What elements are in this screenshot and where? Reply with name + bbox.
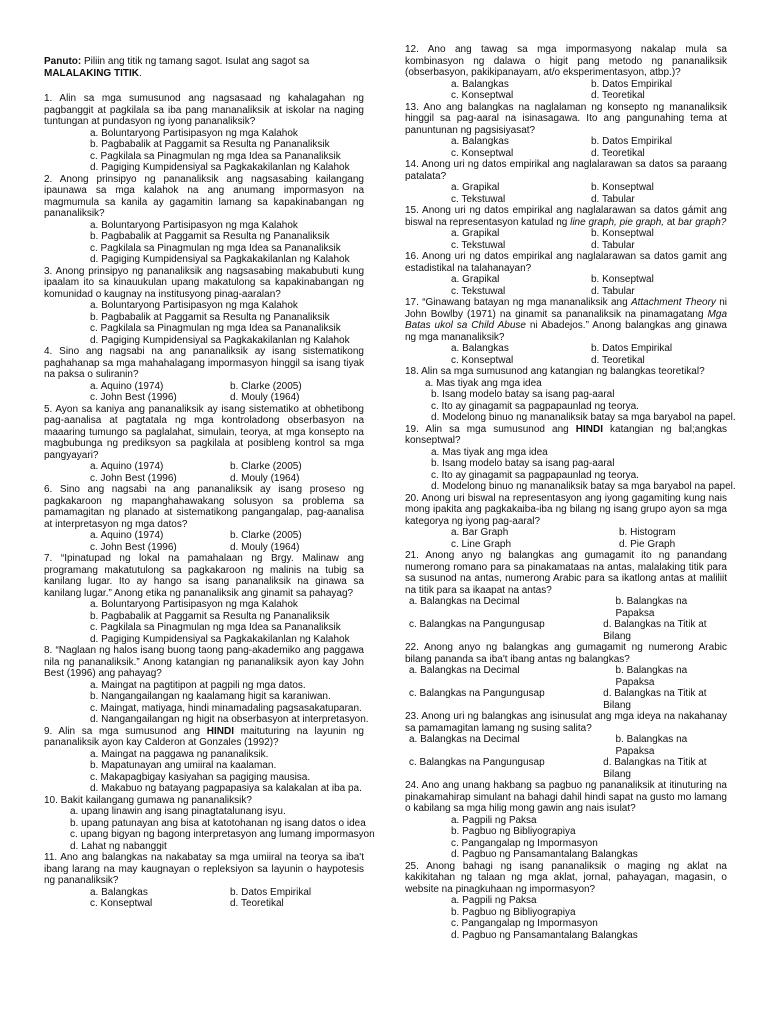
options-row-cd — [405, 688, 727, 711]
option-b: b. Balangkas na Papaksa — [615, 665, 688, 688]
options-row-ab — [405, 182, 727, 194]
option-a: a. Grapikal — [451, 274, 500, 285]
option-d: d. Nangangailangan ng higit na obserbasyon at interpretasyon. — [90, 714, 369, 725]
question-24 — [405, 780, 727, 861]
question-text: 14. Anong uri ng datos empirikal ang naglalarawan sa datos sa paraang patalata? — [405, 159, 727, 182]
options-row-ab — [405, 228, 727, 240]
option-c: c. John Best (1996) — [90, 541, 177, 553]
option-b: b. Isang modelo batay sa isang pag-aaral — [431, 458, 615, 469]
left-column — [44, 44, 375, 910]
question-text: 6. Sino ang nagsabi na ang pananaliksik ay isang proseso ng pagkakaroon ng mapanghahawakang solusyon sa problema sa pamamagitan ng planado at sistematikong pangangalap, pag-aanalisa at interpretasyon ng mga datos? — [44, 484, 364, 530]
question-text: 10. Bakit kailangang gumawa ng pananaliksik? — [44, 794, 252, 806]
option-c: c. Balangkas na Pangungusap — [409, 619, 545, 630]
options-row-cd — [405, 194, 727, 206]
question-1 — [44, 93, 364, 174]
question-10 — [44, 794, 375, 853]
option-b: b. Konseptwal — [591, 228, 654, 239]
question-text-italic-2: Mga Batas ukol sa Child Abuse — [405, 308, 727, 331]
question-4 — [44, 346, 364, 404]
question-text: 2. Anong prinsipyo ng pananaliksik ang nagsasabing kailangang ipaunawa sa mga kalahok na ang anumang impormasyon na magmumula sa kanila ay gagamitin lamang sa kapakinabangan ng pananaliksik? — [44, 173, 364, 219]
question-text-pre: 17. “Ginawang batayan ng mga mananaliksik ang — [405, 297, 631, 308]
option-b: b. Datos Empirikal — [591, 78, 673, 90]
option-a: a. Maingat na paggawa ng pananaliksik. — [90, 748, 269, 760]
options-row-ab — [405, 527, 727, 539]
question-text-post: ni Abadejos.” Anong balangkas ang ginawa ng mga mananaliksik? — [405, 320, 727, 343]
option-a: a. Balangkas na Decimal — [409, 596, 520, 607]
options-row-cd — [44, 898, 364, 910]
options-row-ab — [405, 274, 727, 286]
question-text-mid: at — [664, 216, 678, 228]
option-c: c. Tekstuwal — [451, 193, 506, 205]
question-text: 23. Anong uri ng balangkas ang isinusulat ang mga ideya na nakahanay sa pamamagitan lamang ng susing salita? — [405, 711, 727, 734]
option-d: d. Pie Graph — [619, 538, 676, 550]
options-row-ab — [44, 530, 364, 542]
question-text: 12. Ano ang tawag sa mga impormasyong nakalap mula sa kombinasyon ng dalawa o higit pang metodo ng pananaliksik (obserbasyon, pakikipanayam, at/o eksperimentasyon, atbp.)? — [405, 44, 727, 78]
question-text: 8. “Naglaan ng halos isang buong taong pang-akademiko ang paggawa nila ng pananaliksik.” Anong katangian ng pananaliksik ayon kay John Best (1996) ang pahayag? — [44, 645, 364, 679]
question-2 — [44, 174, 364, 266]
option-c: c. Konseptwal — [451, 90, 514, 101]
question-text: 20. Anong uri biswal na representasyon ang iyong gagamiting kung nais mong ipakita ang pagkakaiba-iba ng bilang ng isang grupo ayon sa mga kategorya ng iyong pag-aaral? — [405, 492, 727, 527]
question-text: 11. Ano ang balangkas na nakabatay sa mga umiiral na teorya sa iba't ibang larang na may kaugnayan o repleksiyon sa layunin o haypotesis ng pananaliksik? — [44, 852, 364, 886]
option-c: c. Pagkilala sa Pinagmulan ng mga Idea sa Pananaliksik — [90, 150, 341, 162]
options-row-cd — [405, 286, 727, 298]
instructions-end: . — [139, 67, 142, 79]
question-text — [405, 424, 727, 447]
question-text: 24. Ano ang unang hakbang sa pagbuo ng pananaliksik at itinuturing na pinakamahirap simulant na bahagi dahil hindi sapat na gusto mo lamang o kabilang sa mga hilig mong gawin ang nais isulat? — [405, 780, 727, 814]
option-a: a. Mas tiyak ang mga idea — [431, 446, 548, 458]
question-21 — [405, 550, 727, 642]
option-c: c. Maingat, matiyaga, hindi minamadaling pagsasakatuparan. — [90, 702, 362, 714]
question-11 — [44, 852, 364, 910]
option-c: c. Pagkilala sa Pinagmulan ng mga Idea sa Pananaliksik — [90, 242, 341, 254]
options-row-cd — [405, 757, 727, 780]
question-3 — [44, 266, 364, 347]
option-a: a. Aquino (1974) — [90, 530, 164, 541]
question-text-italic: line graph, pie graph, — [570, 216, 665, 228]
question-text — [44, 726, 364, 749]
option-d: d. Pagiging Kumpidensiyal sa Pagkakakilanlan ng Kalahok — [90, 334, 350, 346]
right-column — [405, 44, 736, 941]
question-18 — [405, 366, 736, 424]
option-d: d. Tabular — [591, 285, 635, 297]
options-row-ab — [405, 79, 727, 91]
option-a: a. Boluntaryong Partisipasyon ng mga Kalahok — [90, 219, 298, 231]
option-c: c. Balangkas na Pangungusap — [409, 757, 545, 768]
question-14 — [405, 159, 727, 205]
option-b: b. Datos Empirikal — [230, 886, 312, 898]
options-row-cd — [405, 240, 727, 252]
options-row-cd — [44, 542, 364, 554]
question-5 — [44, 404, 364, 485]
question-text: 16. Anong uri ng datos empirikal ang naglalarawan sa datos gamit ang estadistikal na talahanayan? — [405, 251, 727, 274]
question-20 — [405, 493, 727, 551]
option-b: b. Pagbabalik at Paggamit sa Resulta ng Pananaliksik — [90, 311, 330, 323]
option-b: b. Pagbabalik at Paggamit sa Resulta ng Pananaliksik — [90, 139, 330, 150]
question-text: 25. Anong bahagi ng isang pananaliksik o maging ng aklat na kakikitahan ng talaan ng mga aklat, jornal, pahayagan, magasin, o website na pinagkuhaan ng impormasyon? — [405, 860, 727, 895]
options-row-cd — [44, 473, 364, 485]
option-a: a. Boluntaryong Partisipasyon ng mga Kalahok — [90, 127, 298, 139]
options-row-ab — [44, 381, 364, 393]
option-b: b. Isang modelo batay sa isang pag-aaral — [431, 389, 615, 400]
option-c: c. John Best (1996) — [90, 392, 177, 403]
option-c: c. Konseptwal — [451, 147, 514, 159]
question-17 — [405, 297, 727, 366]
question-8 — [44, 645, 369, 726]
question-text: 22. Anong anyo ng balangkas ang gumagamit ng numerong Arabic bilang pananda sa iba't ibang antas ng balangkas? — [405, 642, 727, 665]
option-d: d. Teoretikal — [591, 354, 645, 366]
question-7 — [44, 553, 364, 645]
option-b: b. Datos Empirikal — [591, 343, 673, 354]
question-text — [405, 297, 727, 343]
options-row-cd — [405, 148, 727, 160]
option-c: c. Balangkas na Pangungusap — [409, 688, 545, 699]
option-c: c. Ito ay ginagamit sa pagpapaunlad ng teorya. — [431, 469, 639, 481]
question-15 — [405, 205, 727, 251]
option-a: a. Aquino (1974) — [90, 461, 164, 472]
question-text: 13. Ano ang balangkas na naglalaman ng konsepto ng mananaliksik hinggil sa pag-aaral na isinasagawa. Ito ang pangunahing tema at panuntunan ng pagsisiyasat? — [405, 101, 727, 136]
question-text: 3. Anong prinsipyo ng pananaliksik ang nagsasabing makabubuti kung ipaalam ito sa kinauukulan upang makatulong sa kapakinabangan ng komunidad o kaugnay na institusyong pinag-aaralan? — [44, 265, 364, 300]
option-a: a. Balangkas — [451, 78, 509, 90]
option-a: a. Maingat na pagtitipon at pagpili ng mga datos. — [90, 679, 306, 691]
question-25 — [405, 861, 727, 942]
option-a: a. Bar Graph — [451, 527, 509, 538]
instructions-bold: MALALAKING TITIK — [44, 67, 139, 79]
question-22 — [405, 642, 727, 711]
question-text-italic: Attachment Theory — [630, 297, 716, 308]
option-c: c. upang bigyan ng bagong interpretasyon ang lumang impormasyon — [70, 829, 375, 840]
option-b: b. Pagbuo ng Bibliyograpiya — [451, 826, 576, 837]
option-d: d. Tabular — [591, 239, 635, 251]
question-9 — [44, 726, 364, 795]
options-row-cd — [405, 619, 727, 642]
option-b: b. Histogram — [619, 527, 676, 538]
option-b: b. Clarke (2005) — [230, 461, 302, 472]
options-row-ab — [405, 136, 727, 148]
option-c: c. Pagkilala sa Pinagmulan ng mga Idea sa Pananaliksik — [90, 622, 341, 633]
question-text-italic-2: bar graph? — [677, 216, 727, 228]
option-a: a. Balangkas — [90, 886, 148, 898]
option-a: a. Grapikal — [451, 182, 500, 193]
question-text: 5. Ayon sa kaniya ang pananaliksik ay isang sistematiko at obhetibong pag-aanalisa at pagtatala ng mga kontroladong obserbasyon na maaaring tumungo sa paglalahat, simulain, teorya, at mga konsepto na magbubunga ng prediksyon sa pagkilala at posibleng kontrol sa mga pangyayari? — [44, 403, 364, 461]
option-b: b. upang patunayan ang bisa at katotohanan ng isang datos o idea — [70, 817, 366, 829]
option-a: a. Balangkas — [451, 136, 509, 147]
question-12 — [405, 44, 727, 102]
option-b: b. Pagbuo ng Bibliyograpiya — [451, 906, 576, 918]
option-a: a. upang linawin ang isang pinagtatalunang isyu. — [70, 806, 286, 817]
option-d: d. Lahat ng nabanggit — [70, 840, 167, 852]
question-text-bold: HINDI — [206, 725, 234, 737]
question-23 — [405, 711, 727, 780]
question-text-post: katangian ng bal;angkas konseptwal? — [405, 423, 728, 446]
option-b: b. Balangkas na Papaksa — [615, 596, 688, 619]
option-d: d. Pagbuo ng Pansamantalang Balangkas — [451, 929, 638, 941]
question-text: 18. Alin sa mga sumusunod ang katangian ng balangkas teoretikal? — [405, 366, 705, 377]
question-13 — [405, 102, 727, 160]
instructions-label: Panuto: — [44, 56, 82, 67]
question-6 — [44, 484, 364, 553]
option-c: c. Line Graph — [451, 538, 512, 550]
option-b: b. Pagbabalik at Paggamit sa Resulta ng Pananaliksik — [90, 231, 330, 242]
options-row-ab — [44, 461, 364, 473]
options-row-ab — [44, 887, 364, 899]
option-d: d. Balangkas na Titik at Bilang — [603, 757, 707, 780]
option-a: a. Grapikal — [451, 228, 500, 239]
option-d: d. Teoretikal — [591, 90, 645, 101]
option-a: a. Mas tiyak ang mga idea — [425, 377, 542, 389]
options-row-cd — [405, 539, 727, 551]
option-b: b. Datos Empirikal — [591, 136, 673, 147]
options-row-ab — [405, 665, 727, 688]
option-b: b. Konseptwal — [591, 274, 654, 285]
option-b: b. Clarke (2005) — [230, 530, 302, 541]
option-b: b. Mapatunayan ang umiiral na kaalaman. — [90, 760, 277, 771]
option-d: d. Mouly (1964) — [230, 472, 300, 484]
option-b: b. Clarke (2005) — [230, 380, 302, 392]
option-c: c. Konseptwal — [451, 354, 514, 366]
options-row-ab — [405, 596, 727, 619]
option-c: c. Tekstuwal — [451, 239, 506, 251]
option-d: d. Balangkas na Titik at Bilang — [603, 619, 707, 642]
option-c: c. Ito ay ginagamit sa pagpapaunlad ng teorya. — [431, 400, 639, 412]
question-text: 1. Alin sa mga sumusunod ang nagsasaad ng kahalagahan ng pagbanggit at pagkilala sa iba pang mananaliksik at iskolar na naging tuntungan at pundasyon ng iyong pananaliksik? — [44, 93, 364, 127]
option-c: c. Pangangalap ng Impormasyon — [451, 837, 598, 849]
question-text-bold: HINDI — [575, 423, 603, 435]
option-b: b. Nangangailangan ng kaalamang higit sa karaniwan. — [90, 691, 331, 702]
option-d: d. Pagiging Kumpidensiyal sa Pagkakakilanlan ng Kalahok — [90, 254, 350, 265]
option-a: a. Boluntaryong Partisipasyon ng mga Kalahok — [90, 300, 298, 311]
question-text: 7. “Ipinatupad ng lokal na pamahalaan ng Brgy. Malinaw ang programang makatutulong sa pagkakaroon ng malinis na tubig sa kanilang lugar. Ito ay hango sa isang pananaliksik na ginawa sa kanilang lugar.” Anong etika ng pananaliksik ang ginamit sa pahayag? — [44, 553, 364, 599]
option-d: d. Modelong binuo ng mananaliksik batay sa mga baryabol na papel. — [431, 481, 736, 492]
question-text — [405, 205, 727, 228]
options-row-cd — [405, 355, 727, 367]
question-text: 4. Sino ang nagsabi na ang pananaliksik ay isang sistematikong paghahanap sa mga mahahalagang impormasyon hinggil sa isang tiyak na paksa o suliranin? — [44, 346, 364, 380]
question-text-pre: 15. Anong uri ng datos empirikal ang naglalarawan sa datos gámit ang biswal na representasyon katulad ng — [405, 205, 727, 228]
options-row-ab — [405, 734, 727, 757]
option-d: d. Makabuo ng batayang pagpapasiya sa kalakalan at iba pa. — [90, 783, 362, 794]
option-a: a. Pagpili ng Paksa — [451, 895, 537, 906]
option-c: c. Pangangalap ng Impormasyon — [451, 918, 598, 929]
options-row-ab — [405, 343, 727, 355]
question-text-pre: 19. Alin sa mga sumusunod ang — [405, 423, 576, 435]
option-b: b. Konseptwal — [591, 182, 654, 193]
question-text-post: maituturing na layunin ng pananaliksik ayon kay Calderon at Gonzales (1992)? — [44, 725, 364, 748]
question-text-pre: 9. Alin sa mga sumusunod ang — [44, 725, 207, 737]
option-a: a. Pagpili ng Paksa — [451, 814, 537, 826]
question-19 — [405, 423, 736, 493]
option-d: d. Pagiging Kumpidensiyal sa Pagkakakilanlan ng Kalahok — [90, 633, 350, 645]
options-row-cd — [405, 90, 727, 102]
option-a: a. Balangkas — [451, 343, 509, 354]
option-a: a. Balangkas na Decimal — [409, 734, 520, 745]
option-d: d. Pagbuo ng Pansamantalang Balangkas — [451, 849, 638, 860]
instructions — [44, 56, 364, 79]
question-16 — [405, 251, 727, 297]
option-c: c. Makapagbigay kasiyahan sa pagiging mausisa. — [90, 771, 311, 783]
option-c: c. Pagkilala sa Pinagmulan ng mga Idea sa Pananaliksik — [90, 323, 341, 334]
option-c: c. Tekstuwal — [451, 285, 506, 297]
option-a: a. Aquino (1974) — [90, 380, 164, 392]
option-d: d. Balangkas na Titik at Bilang — [603, 688, 707, 711]
option-d: d. Pagiging Kumpidensiyal sa Pagkakakilanlan ng Kalahok — [90, 162, 350, 173]
option-a: a. Boluntaryong Partisipasyon ng mga Kalahok — [90, 599, 298, 610]
option-d: d. Tabular — [591, 193, 635, 205]
option-d: d. Teoretikal — [591, 147, 645, 159]
option-b: b. Pagbabalik at Paggamit sa Resulta ng Pananaliksik — [90, 610, 330, 622]
option-c: c. Konseptwal — [90, 898, 153, 909]
option-d: d. Mouly (1964) — [230, 541, 300, 553]
options-row-cd — [44, 392, 364, 404]
question-text-mid: ni John Bowlby (1971) na ginamit sa pananaliksik na pinamagatang — [405, 297, 728, 320]
option-a: a. Balangkas na Decimal — [409, 665, 520, 676]
question-text: 21. Anong anyo ng balangkas ang gumagamit ito ng panandang numerong romano para sa pinakamataas na antas, malalaking titik para sa susunod na antas, numerong Arabic para sa ikatlong antas at maliliit na titik para sa ikaapat na antas? — [405, 550, 727, 596]
option-b: b. Balangkas na Papaksa — [615, 734, 688, 757]
option-d: d. Mouly (1964) — [230, 392, 300, 403]
option-c: c. John Best (1996) — [90, 472, 177, 484]
instructions-text: Piliin ang titik ng tamang sagot. Isulat ang sagot sa — [81, 56, 310, 67]
option-d: d. Modelong binuo ng mananaliksik batay sa mga baryabol na papel. — [431, 412, 736, 423]
option-d: d. Teoretikal — [230, 898, 284, 909]
